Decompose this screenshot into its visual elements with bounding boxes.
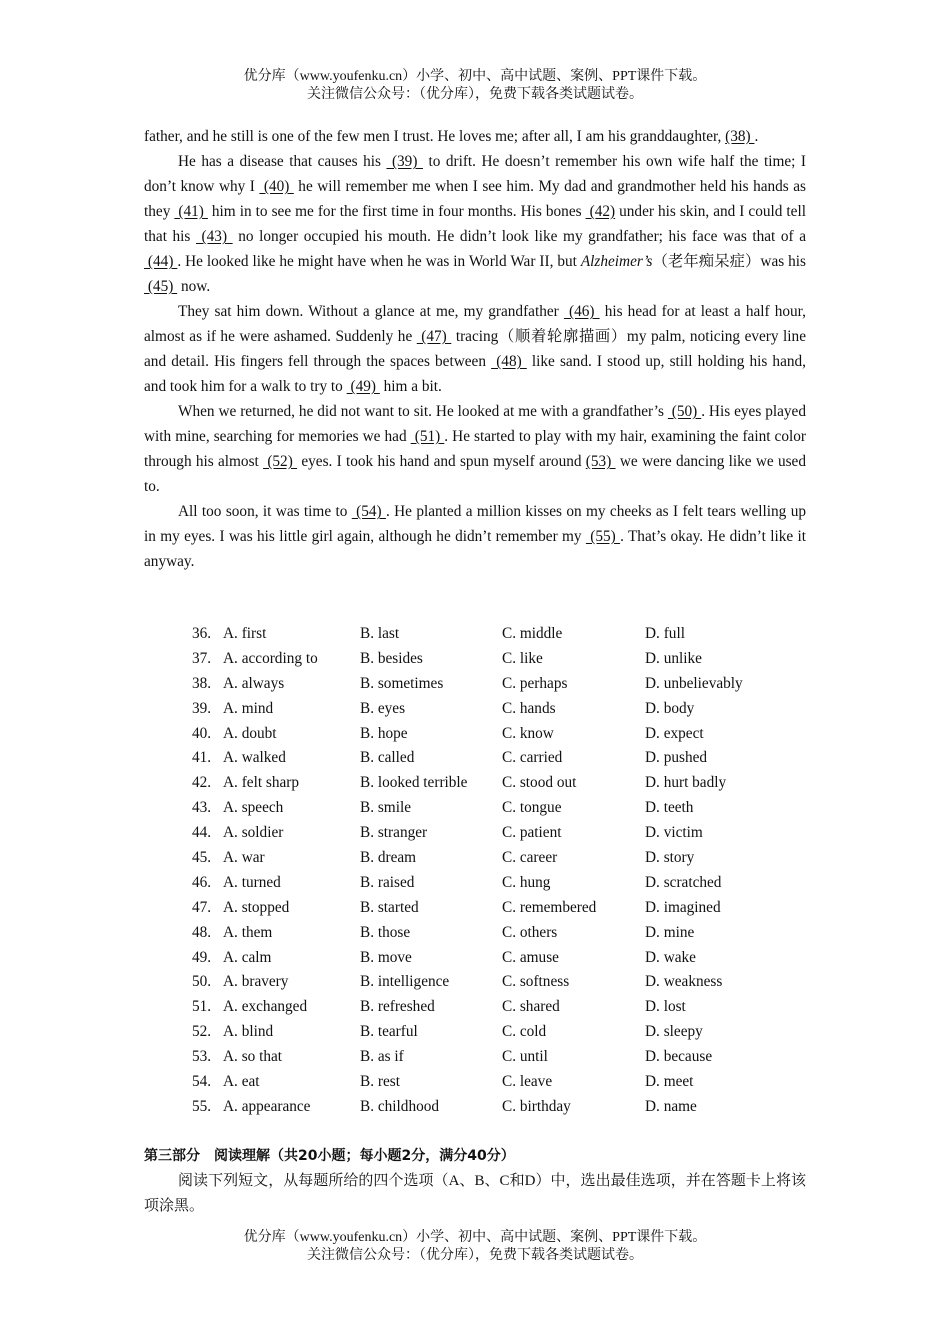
blank-41: (41) [174, 203, 208, 220]
question-number: 45. [192, 849, 212, 867]
blank-44: (44) [144, 253, 178, 270]
blank-39: (39) [386, 153, 423, 170]
option-a: A. eat [223, 1073, 260, 1091]
option-d: D. name [645, 1097, 697, 1115]
option-d: D. pushed [645, 749, 708, 767]
option-d: D. wake [645, 948, 696, 966]
question-number: 55. [192, 1097, 212, 1115]
blank-46: (46) [563, 303, 600, 320]
option-row [144, 1095, 806, 1120]
option-a: A. doubt [223, 724, 277, 742]
option-b: B. tearful [360, 1023, 418, 1041]
option-b: B. smile [360, 799, 411, 817]
option-c: C. patient [502, 824, 562, 842]
option-c: C. birthday [502, 1097, 571, 1115]
option-a: A. stopped [223, 898, 290, 916]
option-row [144, 1070, 806, 1095]
option-b: B. looked terrible [360, 774, 468, 792]
option-c: C. carried [502, 749, 563, 767]
question-number: 46. [192, 873, 212, 891]
option-c: C. softness [502, 973, 570, 991]
option-row [144, 771, 806, 796]
option-row [144, 871, 806, 896]
option-row [144, 1020, 806, 1045]
question-number: 40. [192, 724, 212, 742]
blank-49: (49) [346, 378, 380, 395]
option-a: A. speech [223, 799, 284, 817]
section-3-instruction: 阅读下列短文，从每题所给的四个选项（A、B、C和D）中，选出最佳选项，并在答题卡上将该项涂黑。 [144, 1173, 806, 1214]
question-number: 53. [192, 1048, 212, 1066]
option-a: A. them [223, 923, 273, 941]
option-c: C. like [502, 649, 543, 667]
option-c: C. others [502, 923, 558, 941]
option-c: C. career [502, 849, 558, 867]
page-footer [0, 1229, 950, 1265]
option-a: A. felt sharp [223, 774, 300, 792]
option-b: B. raised [360, 873, 415, 891]
option-a: A. war [223, 849, 265, 867]
question-number: 43. [192, 799, 212, 817]
section-3 [144, 1144, 806, 1219]
blank-42: (42) [585, 203, 616, 220]
option-b: B. move [360, 948, 412, 966]
option-row [144, 796, 806, 821]
header-line-1: 优分库（www.youfenku.cn）小学、初中、高中试题、案例、PPT课件下载。 [243, 69, 707, 84]
footer-line-1: 优分库（www.youfenku.cn）小学、初中、高中试题、案例、PPT课件下载。 [243, 1230, 707, 1245]
option-d: D. hurt badly [645, 774, 727, 792]
option-c: C. remembered [502, 898, 597, 916]
option-b: B. stranger [360, 824, 428, 842]
question-number: 36. [192, 625, 212, 642]
option-b: B. as if [360, 1048, 404, 1066]
option-b: B. eyes [360, 699, 406, 717]
question-number: 37. [192, 649, 212, 667]
option-b: B. dream [360, 849, 417, 867]
option-row [144, 921, 806, 946]
option-c: C. know [502, 724, 554, 742]
option-d: D. mine [645, 923, 695, 941]
question-number: 42. [192, 774, 212, 792]
question-number: 44. [192, 824, 212, 842]
option-c: C. until [502, 1048, 548, 1066]
question-number: 49. [192, 948, 212, 966]
option-c: C. tongue [502, 799, 562, 817]
option-row [144, 746, 806, 771]
option-b: B. started [360, 898, 419, 916]
blank-51: (51) [410, 428, 445, 445]
option-d: D. scratched [645, 873, 722, 891]
option-a: A. turned [223, 873, 281, 891]
option-d: D. teeth [645, 799, 694, 817]
option-d: D. unlike [645, 649, 702, 667]
option-b: B. refreshed [360, 998, 435, 1016]
option-a: A. according to [223, 649, 318, 667]
question-number: 39. [192, 699, 212, 717]
passage-paragraph-4: All too soon, it was time to (54) . He planted a million kisses on my cheeks as I felt tears welling up in my eyes. I was his little girl again, although he didn’t remember my (55) . That’s okay. He didn’t like it anyway. [144, 503, 806, 570]
option-row [144, 622, 806, 647]
option-d: D. lost [645, 998, 686, 1016]
blank-47: (47) [416, 328, 452, 345]
blank-43: (43) [195, 228, 233, 245]
blank-48: (48) [491, 353, 527, 370]
option-d: D. meet [645, 1073, 694, 1091]
option-b: B. last [360, 625, 400, 642]
header-line-2: 关注微信公众号：（优分库），免费下载各类试题试卷。 [307, 87, 643, 102]
option-row [144, 672, 806, 697]
option-a: A. first [223, 625, 267, 642]
option-a: A. appearance [223, 1097, 311, 1115]
option-b: B. childhood [360, 1097, 440, 1115]
option-c: C. middle [502, 625, 563, 642]
option-c: C. cold [502, 1023, 547, 1041]
question-number: 52. [192, 1023, 212, 1041]
answer-options-list [144, 622, 806, 1120]
option-c: C. amuse [502, 948, 559, 966]
question-number: 50. [192, 973, 212, 991]
blank-54: (54) [351, 503, 386, 520]
option-d: D. victim [645, 824, 703, 842]
option-row [144, 946, 806, 971]
passage-paragraph-0: father, and he still is one of the few men I trust. He loves me; after all, I am his granddaughter, (38) . [144, 128, 759, 145]
footer-line-2: 关注微信公众号：（优分库），免费下载各类试题试卷。 [307, 1248, 643, 1263]
blank-45: (45) [144, 278, 178, 295]
option-d: D. body [645, 699, 695, 717]
option-a: A. bravery [223, 973, 289, 991]
option-d: D. story [645, 849, 695, 867]
option-c: C. perhaps [502, 674, 568, 692]
option-row [144, 970, 806, 995]
question-number: 48. [192, 923, 212, 941]
option-row [144, 647, 806, 672]
option-a: A. blind [223, 1023, 274, 1041]
blank-40: (40) [259, 178, 294, 195]
option-a: A. mind [223, 699, 274, 717]
option-c: C. stood out [502, 774, 577, 792]
option-row [144, 846, 806, 871]
option-row [144, 697, 806, 722]
option-d: D. full [645, 625, 685, 642]
question-number: 47. [192, 898, 212, 916]
option-d: D. unbelievably [645, 674, 743, 692]
cloze-passage [144, 124, 806, 574]
option-a: A. soldier [223, 824, 284, 842]
option-row [144, 821, 806, 846]
option-b: B. intelligence [360, 973, 450, 991]
blank-52: (52) [263, 453, 298, 470]
option-a: A. always [223, 674, 285, 692]
option-row [144, 722, 806, 747]
option-b: B. called [360, 749, 415, 767]
passage-paragraph-3: When we returned, he did not want to sit. He looked at me with a grandfather’s (50) . His eyes played with mine, searching for memories we had (51) . He started to play with my hair, examining the faint color through his almost (52) eyes. I took his hand and spun myself around (53) we were dancing like we used to. [144, 403, 806, 495]
alzheimers-term: Alzheimer’s [580, 253, 653, 270]
option-b: B. besides [360, 649, 423, 667]
option-b: B. sometimes [360, 674, 444, 692]
option-a: A. walked [223, 749, 286, 767]
option-a: A. calm [223, 948, 272, 966]
blank-53: (53) [585, 453, 616, 470]
option-c: C. hung [502, 873, 551, 891]
option-b: B. rest [360, 1073, 400, 1091]
passage-paragraph-2: They sat him down. Without a glance at me, my grandfather (46) his head for at least a half hour, almost as if he were ashamed. Suddenly he (47) tracing（顺着轮廓描画）my palm, noticing every line and detail. His fingers fell through the spaces between (48) like sand. I stood up, still holding his hand, and took him for a walk to try to (49) him a bit. [144, 303, 806, 395]
blank-50: (50) [667, 403, 702, 420]
passage-paragraph-1: He has a disease that causes his (39) to drift. He doesn’t remember his own wife half the time; I don’t know why I (40) he will remember me when I see him. My dad and grandmother held his hands as they (41) him in to see me for the first time in four months. His bones (42) under his skin, and I could tell that his (43) no longer occupied his mouth. He didn’t look like my grandfather; his face was that of a (44) . He looked like he might have when he was in World War II, but Alzheimer’s（老年痴呆症）was his (45) now. [144, 153, 807, 295]
option-a: A. exchanged [223, 998, 308, 1016]
question-number: 51. [192, 998, 212, 1016]
question-number: 38. [192, 674, 212, 692]
option-c: C. shared [502, 998, 560, 1016]
option-d: D. imagined [645, 898, 721, 916]
page-header [0, 68, 950, 104]
question-number: 41. [192, 749, 212, 767]
option-b: B. those [360, 923, 411, 941]
section-3-title: 第三部分 阅读理解（共20小题；每小题2分，满分40分） [144, 1148, 515, 1164]
option-row [144, 995, 806, 1020]
option-d: D. because [645, 1048, 713, 1066]
option-d: D. expect [645, 724, 704, 742]
option-b: B. hope [360, 724, 408, 742]
option-d: D. sleepy [645, 1023, 703, 1041]
option-c: C. hands [502, 699, 556, 717]
option-c: C. leave [502, 1073, 553, 1091]
blank-38: (38) [725, 128, 755, 145]
option-d: D. weakness [645, 973, 723, 991]
option-a: A. so that [223, 1048, 283, 1066]
option-row [144, 896, 806, 921]
option-row [144, 1045, 806, 1070]
question-number: 54. [192, 1073, 212, 1091]
blank-55: (55) [585, 528, 621, 545]
